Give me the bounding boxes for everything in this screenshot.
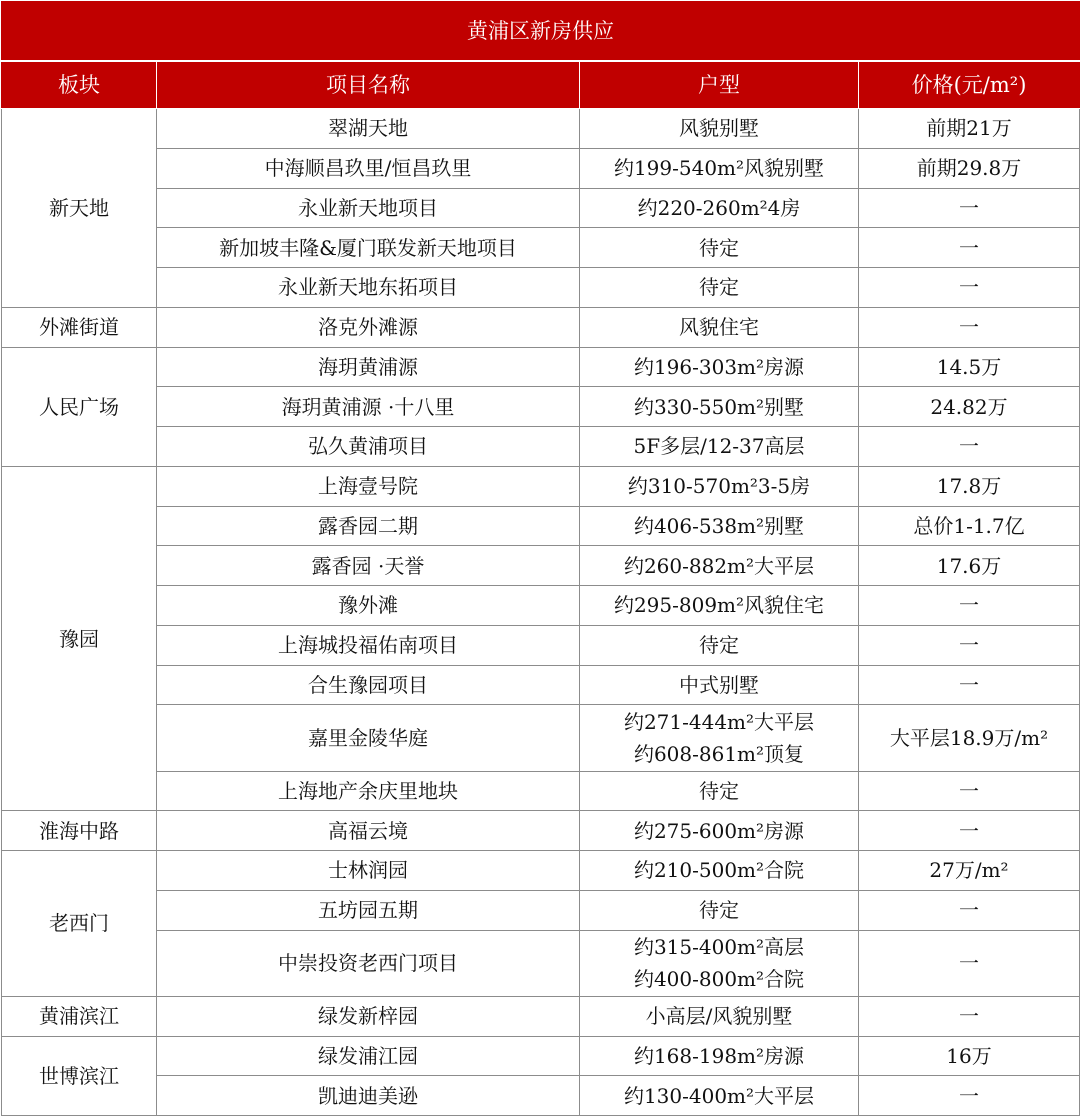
- unit-type-line: 待定: [699, 275, 739, 300]
- unit-type-line: 约400-800m²合院: [633, 967, 805, 992]
- header-unit-type: 户型: [580, 61, 859, 109]
- unit-type-cell: [580, 586, 859, 626]
- price-cell: 17.6万: [859, 546, 1080, 586]
- unit-type-cell: [580, 851, 859, 891]
- unit-type-cell: [580, 307, 859, 347]
- unit-type-cell: [580, 890, 859, 930]
- unit-type-cell: [580, 996, 859, 1036]
- table-row: [2, 268, 1080, 308]
- unit-type-line: 约295-809m²风貌住宅: [613, 593, 825, 618]
- table-row: [2, 506, 1080, 546]
- unit-type-cell: [580, 148, 859, 188]
- table-row: [2, 771, 1080, 811]
- table-row: [2, 851, 1080, 891]
- unit-type-line: 约220-260m²4房: [637, 195, 801, 220]
- district-cell: 黄浦滨江: [2, 996, 157, 1036]
- unit-type-line: 待定: [699, 633, 739, 658]
- district-cell: 淮海中路: [2, 811, 157, 851]
- table-row: [2, 665, 1080, 705]
- table-row: [2, 228, 1080, 268]
- price-cell: 一: [859, 665, 1080, 705]
- price-cell: 一: [859, 930, 1080, 996]
- unit-type-cell: [580, 387, 859, 427]
- unit-type-cell: [580, 546, 859, 586]
- table-row: [2, 1076, 1080, 1116]
- table-row: [2, 427, 1080, 467]
- district-cell: 世博滨江: [2, 1036, 157, 1116]
- price-cell: 14.5万: [859, 347, 1080, 387]
- project-name-cell: 海玥黄浦源: [157, 347, 580, 387]
- price-cell: 一: [859, 228, 1080, 268]
- unit-type-line: 约310-570m²3-5房: [627, 474, 811, 499]
- unit-type-cell: [580, 705, 859, 771]
- unit-type-line: 待定: [699, 235, 739, 260]
- unit-type-cell: [580, 347, 859, 387]
- project-name-cell: 绿发浦江园: [157, 1036, 580, 1076]
- table-row: [2, 890, 1080, 930]
- unit-type-cell: [580, 188, 859, 228]
- unit-type-cell: [580, 625, 859, 665]
- header-row: [2, 61, 1080, 109]
- price-cell: 一: [859, 427, 1080, 467]
- district-cell: 新天地: [2, 109, 157, 308]
- project-name-cell: 绿发新梓园: [157, 996, 580, 1036]
- table-row: [2, 546, 1080, 586]
- price-cell: 一: [859, 811, 1080, 851]
- supply-table: [1, 1, 1080, 1116]
- unit-type-line: 待定: [699, 778, 739, 803]
- table-row: [2, 1036, 1080, 1076]
- project-name-cell: 新加坡丰隆&厦门联发新天地项目: [157, 228, 580, 268]
- unit-type-line: 风貌别墅: [679, 116, 759, 141]
- unit-type-line: 待定: [699, 898, 739, 923]
- district-cell: 豫园: [2, 466, 157, 811]
- project-name-cell: 凯迪迪美逊: [157, 1076, 580, 1116]
- unit-type-cell: [580, 930, 859, 996]
- table-title: 黄浦区新房供应: [2, 2, 1080, 62]
- unit-type-cell: [580, 771, 859, 811]
- table-row: [2, 387, 1080, 427]
- unit-type-cell: [580, 1036, 859, 1076]
- price-cell: 一: [859, 586, 1080, 626]
- price-cell: 27万/m²: [859, 851, 1080, 891]
- project-name-cell: 士林润园: [157, 851, 580, 891]
- unit-type-line: 约330-550m²别墅: [633, 394, 805, 419]
- table-row: [2, 188, 1080, 228]
- table-row: [2, 996, 1080, 1036]
- project-name-cell: 嘉里金陵华庭: [157, 705, 580, 771]
- unit-type-line: 中式别墅: [679, 672, 759, 697]
- unit-type-line: 约199-540m²风貌别墅: [613, 156, 825, 181]
- header-price: 价格(元/m²): [859, 61, 1080, 109]
- price-cell: 一: [859, 890, 1080, 930]
- project-name-cell: 露香园二期: [157, 506, 580, 546]
- unit-type-line: 约275-600m²房源: [633, 818, 805, 843]
- unit-type-line: 约168-198m²房源: [633, 1043, 805, 1068]
- district-cell: 老西门: [2, 851, 157, 997]
- unit-type-cell: [580, 1076, 859, 1116]
- table-row: [2, 148, 1080, 188]
- unit-type-line: 约608-861m²顶复: [633, 741, 805, 766]
- project-name-cell: 五坊园五期: [157, 890, 580, 930]
- table-row: [2, 347, 1080, 387]
- price-cell: 前期21万: [859, 109, 1080, 149]
- unit-type-cell: [580, 228, 859, 268]
- unit-type-line: 约196-303m²房源: [633, 354, 805, 379]
- price-cell: 一: [859, 188, 1080, 228]
- project-name-cell: 高福云境: [157, 811, 580, 851]
- project-name-cell: 海玥黄浦源 ·十八里: [157, 387, 580, 427]
- unit-type-line: 约315-400m²高层: [633, 935, 805, 960]
- table-row: [2, 466, 1080, 506]
- district-cell: 外滩街道: [2, 307, 157, 347]
- price-cell: 17.8万: [859, 466, 1080, 506]
- unit-type-line: 约260-882m²大平层: [623, 553, 815, 578]
- header-district: 板块: [2, 61, 157, 109]
- price-cell: 前期29.8万: [859, 148, 1080, 188]
- unit-type-cell: [580, 268, 859, 308]
- price-cell: 一: [859, 625, 1080, 665]
- unit-type-cell: [580, 427, 859, 467]
- unit-type-line: 小高层/风貌别墅: [645, 1004, 793, 1029]
- price-cell: 一: [859, 771, 1080, 811]
- project-name-cell: 上海地产余庆里地块: [157, 771, 580, 811]
- table-row: [2, 307, 1080, 347]
- unit-type-line: 5F多层/12-37高层: [633, 434, 805, 459]
- unit-type-cell: [580, 109, 859, 149]
- unit-type-cell: [580, 466, 859, 506]
- table-row: [2, 705, 1080, 771]
- price-cell: 一: [859, 268, 1080, 308]
- price-cell: 一: [859, 996, 1080, 1036]
- project-name-cell: 上海城投福佑南项目: [157, 625, 580, 665]
- table-row: [2, 811, 1080, 851]
- table-row: [2, 930, 1080, 996]
- project-name-cell: 中崇投资老西门项目: [157, 930, 580, 996]
- project-name-cell: 洛克外滩源: [157, 307, 580, 347]
- unit-type-cell: [580, 811, 859, 851]
- project-name-cell: 上海壹号院: [157, 466, 580, 506]
- price-cell: 大平层18.9万/m²: [859, 705, 1080, 771]
- unit-type-cell: [580, 506, 859, 546]
- table-row: [2, 586, 1080, 626]
- project-name-cell: 合生豫园项目: [157, 665, 580, 705]
- price-cell: 16万: [859, 1036, 1080, 1076]
- project-name-cell: 中海顺昌玖里/恒昌玖里: [157, 148, 580, 188]
- project-name-cell: 弘久黄浦项目: [157, 427, 580, 467]
- district-cell: 人民广场: [2, 347, 157, 466]
- project-name-cell: 露香园 ·天誉: [157, 546, 580, 586]
- header-project: 项目名称: [157, 61, 580, 109]
- table-row: [2, 625, 1080, 665]
- project-name-cell: 翠湖天地: [157, 109, 580, 149]
- project-name-cell: 永业新天地项目: [157, 188, 580, 228]
- unit-type-line: 约271-444m²大平层: [623, 709, 815, 734]
- project-name-cell: 豫外滩: [157, 586, 580, 626]
- table-row: [2, 109, 1080, 149]
- unit-type-line: 约210-500m²合院: [633, 858, 805, 883]
- unit-type-cell: [580, 665, 859, 705]
- unit-type-line: 约130-400m²大平层: [623, 1083, 815, 1108]
- table-body: [2, 109, 1080, 1116]
- unit-type-line: 约406-538m²别墅: [633, 513, 805, 538]
- price-cell: 一: [859, 1076, 1080, 1116]
- project-name-cell: 永业新天地东拓项目: [157, 268, 580, 308]
- price-cell: 一: [859, 307, 1080, 347]
- price-cell: 总价1-1.7亿: [859, 506, 1080, 546]
- price-cell: 24.82万: [859, 387, 1080, 427]
- unit-type-line: 风貌住宅: [679, 315, 759, 340]
